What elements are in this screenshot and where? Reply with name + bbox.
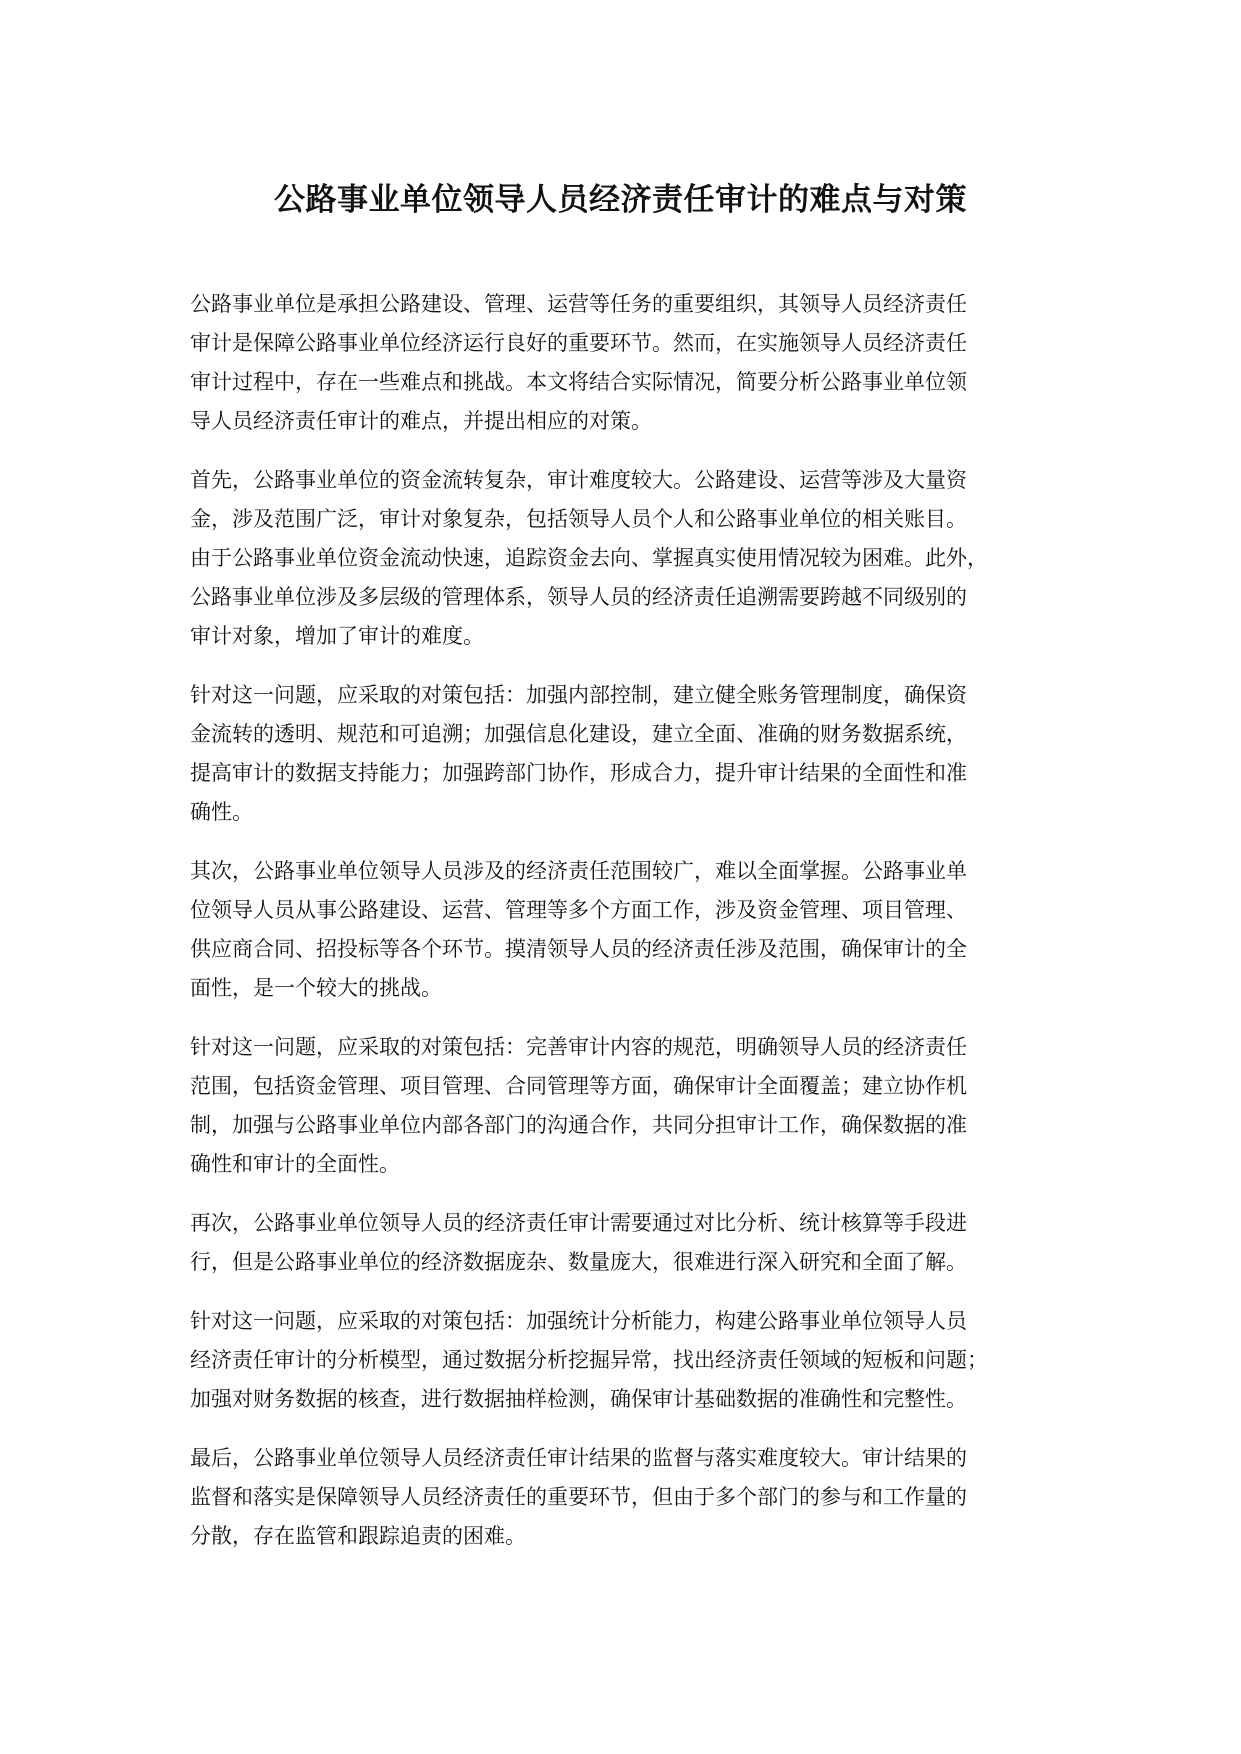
paragraph-line: 确性。 [190, 800, 253, 824]
paragraph-line: 针对这一问题，应采取的对策包括：加强内部控制，建立健全账务管理制度，确保资 [190, 683, 967, 707]
paragraph-line: 金流转的透明、规范和可追溯；加强信息化建设，建立全面、准确的财务数据系统， [190, 722, 967, 746]
paragraph-line: 监督和落实是保障领导人员经济责任的重要环节，但由于多个部门的参与和工作量的 [190, 1485, 967, 1509]
paragraph-line: 面性，是一个较大的挑战。 [190, 976, 442, 1000]
paragraph-line: 审计过程中，存在一些难点和挑战。本文将结合实际情况，简要分析公路事业单位领 [190, 370, 967, 394]
paragraph-line: 导人员经济责任审计的难点，并提出相应的对策。 [190, 409, 652, 433]
paragraph-line: 针对这一问题，应采取的对策包括：加强统计分析能力，构建公路事业单位领导人员 [190, 1309, 967, 1333]
paragraph-line: 经济责任审计的分析模型，通过数据分析挖掘异常，找出经济责任领域的短板和问题； [190, 1348, 988, 1372]
paragraph-line: 制，加强与公路事业单位内部各部门的沟通合作，共同分担审计工作，确保数据的准 [190, 1113, 967, 1137]
paragraph-line: 审计对象，增加了审计的难度。 [190, 624, 484, 648]
document-body [190, 285, 1080, 1576]
paragraph-line: 加强对财务数据的核查，进行数据抽样检测，确保审计基础数据的准确性和完整性。 [190, 1387, 967, 1411]
paragraph-line: 最后，公路事业单位领导人员经济责任审计结果的监督与落实难度较大。审计结果的 [190, 1446, 967, 1470]
paragraph [190, 1028, 1080, 1184]
document-title: 公路事业单位领导人员经济责任审计的难点与对策 [274, 182, 967, 218]
paragraph-line: 公路事业单位是承担公路建设、管理、运营等任务的重要组织，其领导人员经济责任 [190, 292, 967, 316]
paragraph-line: 范围，包括资金管理、项目管理、合同管理等方面，确保审计全面覆盖；建立协作机 [190, 1074, 967, 1098]
paragraph-line: 确性和审计的全面性。 [190, 1152, 400, 1176]
paragraph [190, 852, 1080, 1008]
paragraph-line: 针对这一问题，应采取的对策包括：完善审计内容的规范，明确领导人员的经济责任 [190, 1035, 967, 1059]
paragraph [190, 461, 1080, 656]
paragraph [190, 1302, 1080, 1419]
paragraph-line: 供应商合同、招投标等各个环节。摸清领导人员的经济责任涉及范围，确保审计的全 [190, 937, 967, 961]
paragraph [190, 1439, 1080, 1556]
paragraph-line: 提高审计的数据支持能力；加强跨部门协作，形成合力，提升审计结果的全面性和准 [190, 761, 967, 785]
paragraph-line: 其次，公路事业单位领导人员涉及的经济责任范围较广，难以全面掌握。公路事业单 [190, 859, 967, 883]
paragraph-line: 金，涉及范围广泛，审计对象复杂，包括领导人员个人和公路事业单位的相关账目。 [190, 507, 967, 531]
paragraph-line: 首先，公路事业单位的资金流转复杂，审计难度较大。公路建设、运营等涉及大量资 [190, 468, 967, 492]
paragraph [190, 1204, 1080, 1282]
paragraph-line: 分散，存在监管和跟踪追责的困难。 [190, 1524, 526, 1548]
paragraph-line: 位领导人员从事公路建设、运营、管理等多个方面工作，涉及资金管理、项目管理、 [190, 898, 967, 922]
paragraph-line: 由于公路事业单位资金流动快速，追踪资金去向、掌握真实使用情况较为困难。此外， [190, 546, 988, 570]
paragraph-line: 行，但是公路事业单位的经济数据庞杂、数量庞大，很难进行深入研究和全面了解。 [190, 1250, 967, 1274]
paragraph-line: 再次，公路事业单位领导人员的经济责任审计需要通过对比分析、统计核算等手段进 [190, 1211, 967, 1235]
paragraph-line: 审计是保障公路事业单位经济运行良好的重要环节。然而，在实施领导人员经济责任 [190, 331, 967, 355]
paragraph [190, 676, 1080, 832]
paragraph-line: 公路事业单位涉及多层级的管理体系，领导人员的经济责任追溯需要跨越不同级别的 [190, 585, 967, 609]
paragraph [190, 285, 1080, 441]
